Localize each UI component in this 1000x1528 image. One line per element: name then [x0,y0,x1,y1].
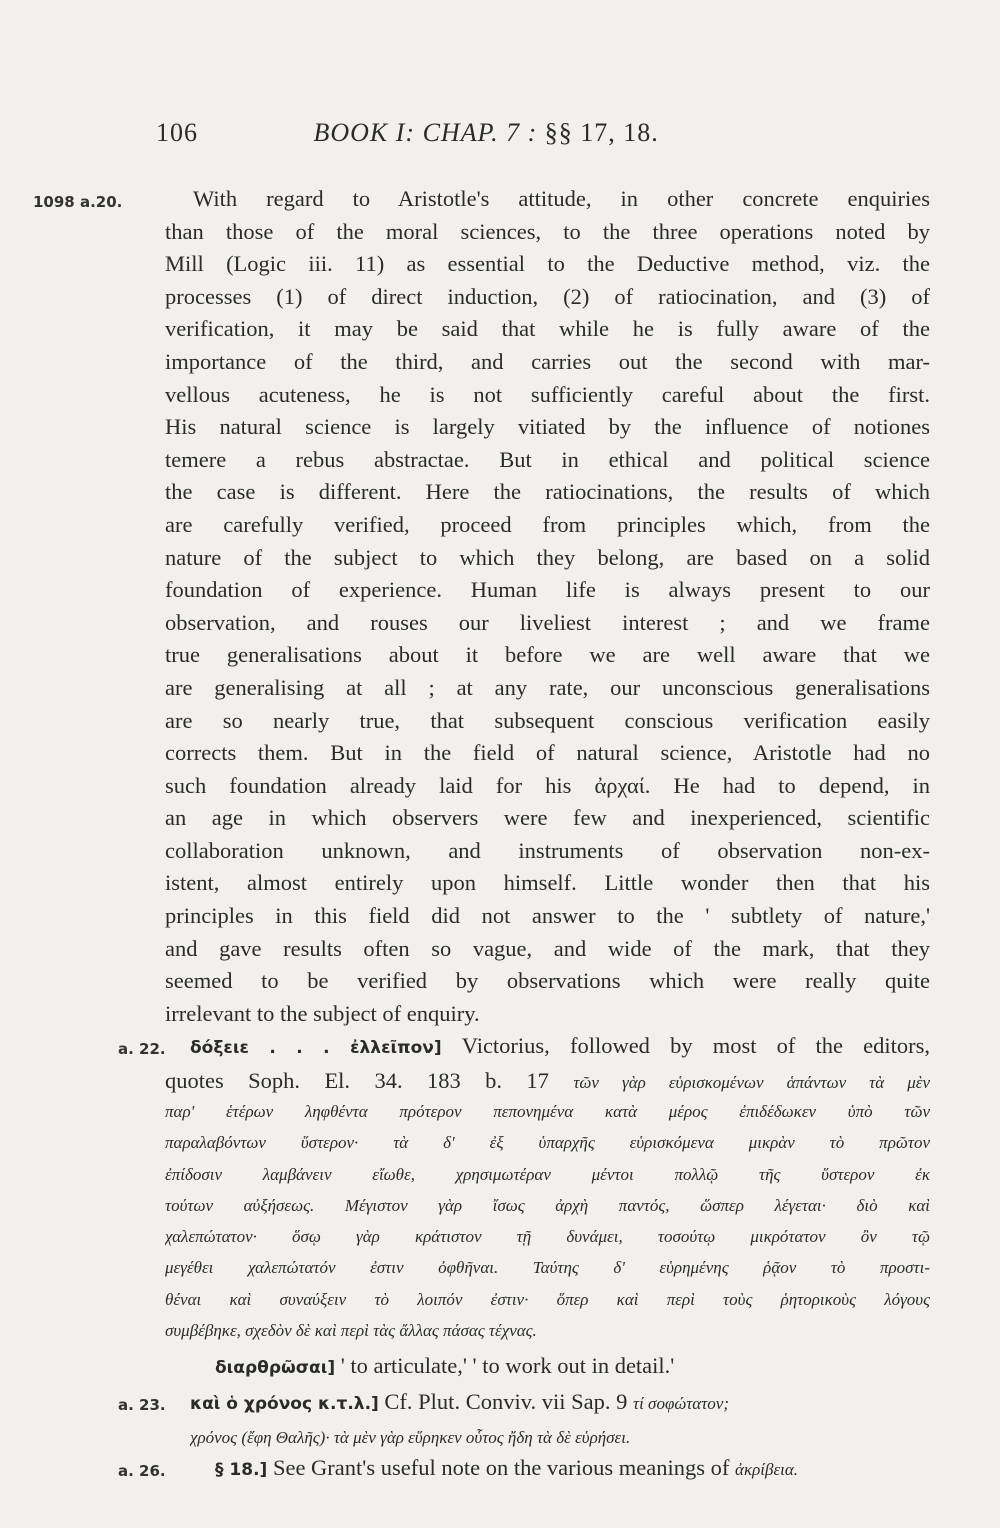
text-line: seemed to be verified by observations which were really quite [165,968,930,994]
commentary-text [215,1452,930,1487]
line-reference: 1098 a.20. [33,193,123,211]
text-line: true generalisations about it before we are well aware that we [165,642,930,668]
text-run: quotes Soph. El. 34. 183 b. 17 [165,1067,549,1093]
text-line: corrects them. But in the field of natural science, Aristotle had no [165,740,930,766]
greek-line: τούτων αὐξήσεως. Μέγιστον γὰρ ἴσως ἀρχὴ παντός, ὥσπερ λέγεται· διὸ καὶ [165,1195,930,1215]
lemma: καὶ ὁ χρόνος κ.τ.λ.] [190,1394,379,1414]
greek-quotation [165,1096,930,1346]
text-run: Cf. Plut. Conviv. vii Sap. 9 [384,1389,628,1414]
commentary-text [190,1386,930,1421]
greek-run: τῶν γὰρ εὑρισκομένων ἁπάντων τὰ μὲν [573,1072,930,1092]
text-line: His natural science is largely vitiated by the influence of notiones [165,414,930,440]
text-line: observation, and rouses our liveliest interest ; and we frame [165,609,930,635]
text-line: foundation of experience. Human life is always present to our [165,577,930,603]
text-line: Mill (Logic iii. 11) as essential to the Deductive method, viz. the [165,251,930,277]
text-line [215,1452,930,1487]
text-run: ' to articulate,' ' to work out in detail.' [340,1353,675,1378]
greek-run: τί σοφώτατον; [633,1394,730,1413]
text-line: than those of the moral sciences, to the three operations noted by [165,218,930,244]
text-line: are carefully verified, proceed from principles which, from the [165,511,930,537]
text-line: principles in this field did not answer to the ' subtlety of nature,' [165,903,930,929]
text-line: an age in which observers were few and inexperienced, scientific [165,805,930,831]
lemma: § 18.] [215,1460,268,1480]
greek-quotation [190,1422,930,1453]
text-line: istent, almost entirely upon himself. Little wonder then that his [165,870,930,896]
text-line [190,1386,930,1421]
text-line: vellous acuteness, he is not sufficiently careful about the first. [165,381,930,407]
commentary-text [215,1350,930,1385]
lemma: διαρθρῶσαι] [215,1358,336,1378]
greek-line: χαλεπώτατον· ὅσῳ γὰρ κράτιστον τῇ δυνάμει, τοσούτῳ μικρότατον ὂν τῷ [165,1227,930,1247]
text-line: the case is different. Here the ratiocinations, the results of which [165,479,930,505]
text-line: irrelevant to the subject of enquiry. [165,1000,480,1026]
text-line: such foundation already laid for his ἀρχαί. He had to depend, in [165,772,930,798]
page-number: 106 [156,118,198,147]
line-reference: a. 26. [118,1462,166,1480]
text-line: importance of the third, and carries out the second with mar- [165,348,930,374]
text-line: temere a rebus abstractae. But in ethical and political science [165,446,930,472]
text-line: are generalising at all ; at any rate, our unconscious generalisations [165,674,930,700]
greek-line: θέναι καὶ συναύξειν τὸ λοιπόν ἐστιν· ὅπερ καὶ περὶ τοὺς ῥητορικοὺς λόγους [165,1289,930,1309]
line-reference: a. 22. [118,1040,166,1058]
running-title: BOOK I: CHAP. 7 : [313,118,538,147]
text-line: verification, it may be said that while he is fully aware of the [165,316,930,342]
running-header [156,118,756,148]
greek-run: ἀκρίβεια. [735,1460,799,1479]
text-line: collaboration unknown, and instruments of observation non-ex- [165,837,930,863]
greek-line: παραλαβόντων ὕστερον· τὰ δ' ἐξ ὑπαρχῆς εὑρισκόμενα μικρὰν τὸ πρῶτον [165,1133,930,1153]
text-line [215,1350,930,1385]
text-line: nature of the subject to which they belong, are based on a solid [165,544,930,570]
text-line [165,1065,930,1100]
greek-line: μεγέθει χαλεπώτατόν ἐστιν ὀφθῆναι. Ταύτης δ' εὑρημένης ῥᾷον τὸ προστι- [165,1258,930,1278]
greek-line: χρόνος (ἔφη Θαλῆς)· τὰ μὲν γὰρ εὕρηκεν οὗτος ἤδη τὰ δὲ εὑρήσει. [190,1428,631,1447]
text-line [190,1030,930,1065]
greek-line: παρ' ἑτέρων ληφθέντα πρότερον πεπονημένα κατὰ μέρος ἐπιδέδωκεν ὑπὸ τῶν [165,1102,930,1121]
text-line: With regard to Aristotle's attitude, in other concrete enquiries [193,186,930,211]
lemma: δόξειε . . . ἐλλεῖπον] [190,1038,442,1058]
greek-line: συμβέβηκε, σχεδὸν δὲ καὶ περὶ τὰς ἄλλας πάσας τέχνας. [165,1321,537,1341]
text-line: processes (1) of direct induction, (2) of ratiocination, and (3) of [165,283,930,309]
commentary-text [165,1030,930,1099]
text-run: Victorius, followed by most of the editors, [461,1033,930,1058]
section-numbers: §§ 17, 18. [544,118,659,147]
commentary-text [165,183,930,1030]
text-line: are so nearly true, that subsequent conscious verification easily [165,707,930,733]
text-run: See Grant's useful note on the various meanings of [272,1455,730,1480]
line-reference: a. 23. [118,1396,166,1414]
text-line: and gave results often so vague, and wide of the mark, that they [165,935,930,961]
greek-line: ἐπίδοσιν λαμβάνειν εἴωθε, χρησιμωτέραν μέντοι πολλῷ τῆς ὕστερον ἐκ [165,1164,930,1184]
